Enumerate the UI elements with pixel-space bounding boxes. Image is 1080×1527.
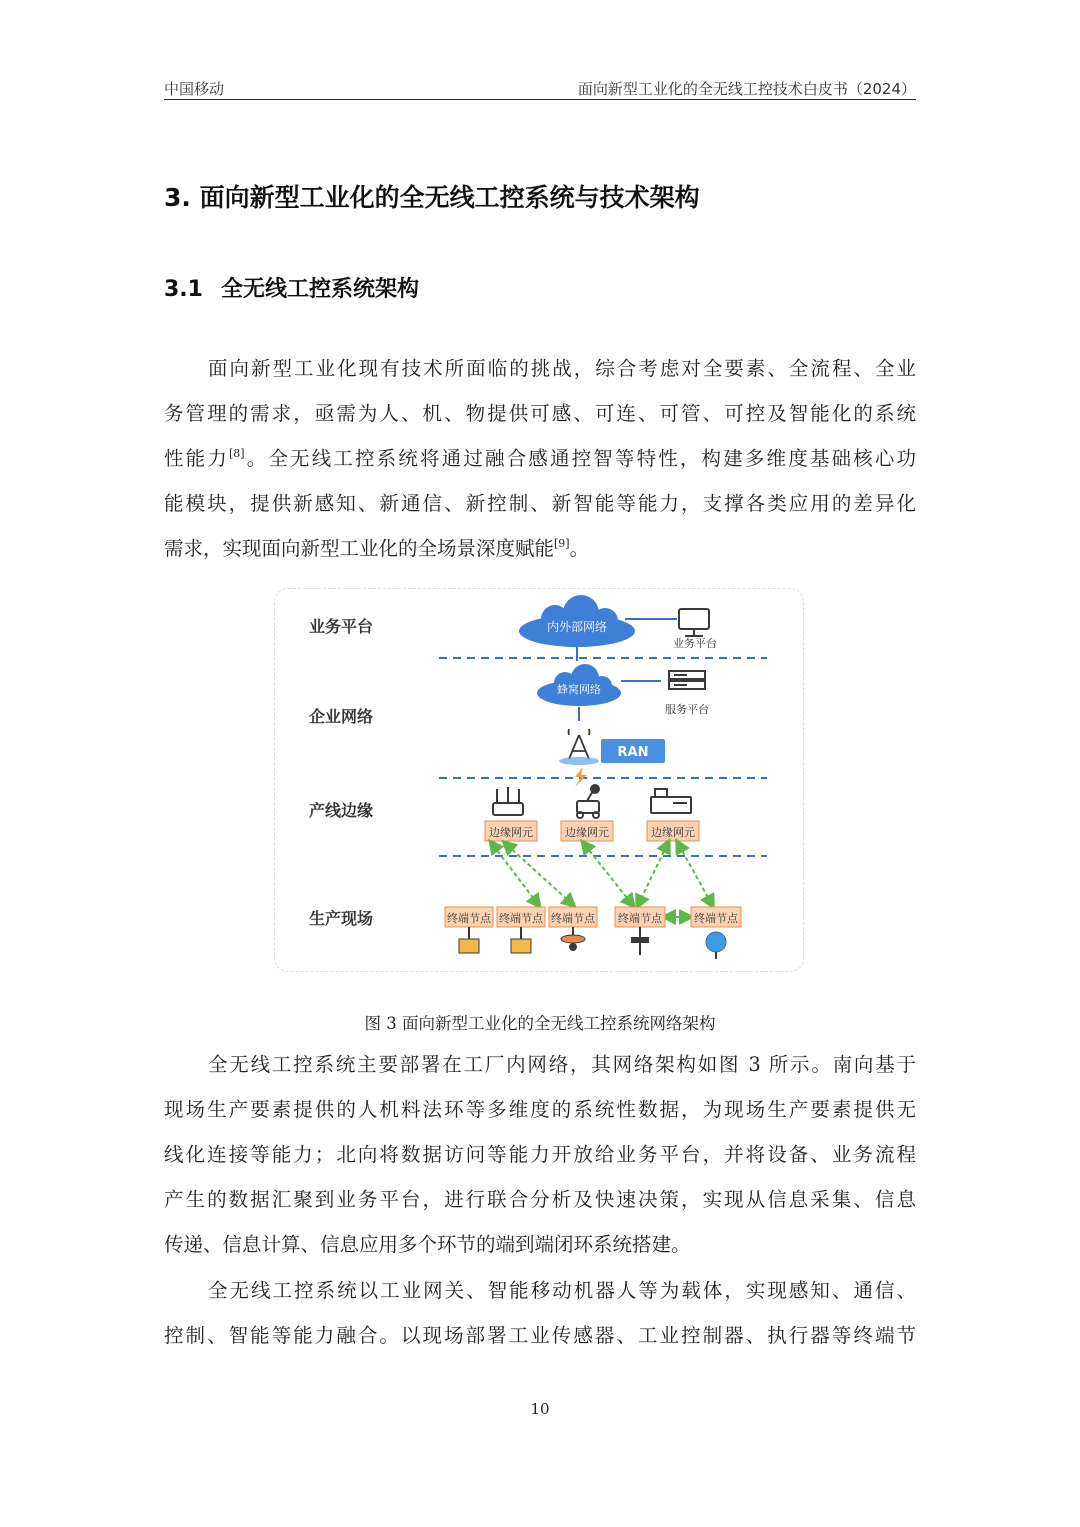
terminal-label-5: 终端节点: [694, 912, 738, 925]
section-title: 3. 面向新型工业化的全无线工控系统与技术架构: [164, 183, 700, 212]
layer-label-field: 生产现场: [309, 909, 374, 928]
header-doc-title: 面向新型工业化的全无线工控技术白皮书（2024）: [577, 80, 916, 98]
citation-8[interactable]: [8]: [228, 447, 245, 460]
sensor-icon-2: [511, 927, 531, 953]
header-org: 中国移动: [164, 80, 225, 98]
para3-line2: 控制、智能等能力融合。以现场部署工业传感器、工业控制器、执行器等终端节: [164, 1324, 916, 1347]
subsection-number: 3.1: [164, 277, 203, 302]
architecture-diagram: [275, 589, 805, 973]
para1-line2: 务管理的需求，亟需为人、机、物提供可感、可连、可管、可控及智能化的系统: [164, 402, 916, 425]
terminal-label-4: 终端节点: [618, 912, 662, 925]
network-architecture-figure: [274, 588, 804, 972]
terminal-label-3: 终端节点: [551, 912, 595, 925]
edge-label-1: 边缘网元: [489, 826, 533, 839]
subsection-heading: [164, 272, 419, 303]
machine-icon: [651, 789, 691, 813]
para2-line1: 全无线工控系统主要部署在工厂内网络，其网络架构如图 3 所示。南向基于: [208, 1053, 916, 1076]
para1-line5-a: 需求，实现面向新型工业化的全场景深度赋能: [164, 537, 555, 560]
para2-line2: 现场生产要素提供的人机料法环等多维度的系统性数据，为现场生产要素提供无: [164, 1098, 916, 1121]
para1-line3: [164, 447, 916, 471]
para2-line4: 产生的数据汇聚到业务平台，进行联合分析及快速决策，实现从信息采集、信息: [164, 1188, 916, 1211]
layer-label-enterprise: 企业网络: [309, 707, 374, 726]
subsection-title: 全无线工控系统架构: [220, 277, 419, 302]
para1-line3-a: 性能力: [164, 447, 229, 470]
sensor-icon-1: [459, 927, 479, 953]
sensor-icon-3: [561, 927, 585, 951]
ran-label: RAN: [617, 745, 649, 760]
layer-label-business: 业务平台: [309, 617, 374, 636]
service-platform-label: 服务平台: [665, 703, 709, 716]
para1-line5-b: 。: [569, 537, 590, 560]
layer-label-edge: 产线边缘: [309, 801, 374, 820]
server-icon: [669, 671, 705, 689]
header-rule: [164, 99, 916, 100]
page-number: 10: [530, 1400, 550, 1418]
edge-label-3: 边缘网元: [651, 826, 695, 839]
cloud-label-outer-network: 内外部网络: [546, 620, 608, 634]
router-icon: [493, 787, 523, 815]
base-station-icon: [569, 729, 590, 759]
para2-line5: 传递、信息计算、信息应用多个环节的端到端闭环系统搭建。: [164, 1233, 691, 1256]
sensor-icon-5: [706, 932, 726, 959]
para1-line3-b: 。全无线工控系统将通过融合感通控智等特性，构建多维度基础核心功: [244, 447, 916, 470]
para1-line4: 能模块，提供新感知、新通信、新控制、新智能等能力，支撑各类应用的差异化: [164, 492, 916, 515]
monitor-icon: [679, 609, 709, 636]
para3-line1: 全无线工控系统以工业网关、智能移动机器人等为载体，实现感知、通信、: [208, 1279, 916, 1302]
para1-line1: 面向新型工业化现有技术所面临的挑战，综合考虑对全要素、全流程、全业: [208, 357, 916, 380]
figure-caption: 图 3 面向新型工业化的全无线工控系统网络架构: [364, 1014, 716, 1033]
terminal-label-2: 终端节点: [499, 912, 543, 925]
cloud-label-cellular: 蜂窝网络: [557, 683, 601, 696]
robot-icon: [577, 785, 599, 818]
para2-line3: 线化连接等能力；北向将数据访问等能力开放给业务平台，并将设备、业务流程: [164, 1143, 916, 1166]
edge-label-2: 边缘网元: [565, 826, 609, 839]
terminal-label-1: 终端节点: [447, 912, 491, 925]
citation-9[interactable]: [9]: [554, 537, 570, 550]
para1-line5: [164, 537, 916, 561]
business-platform-label: 业务平台: [673, 637, 717, 650]
sensor-icon-4: [631, 927, 649, 955]
